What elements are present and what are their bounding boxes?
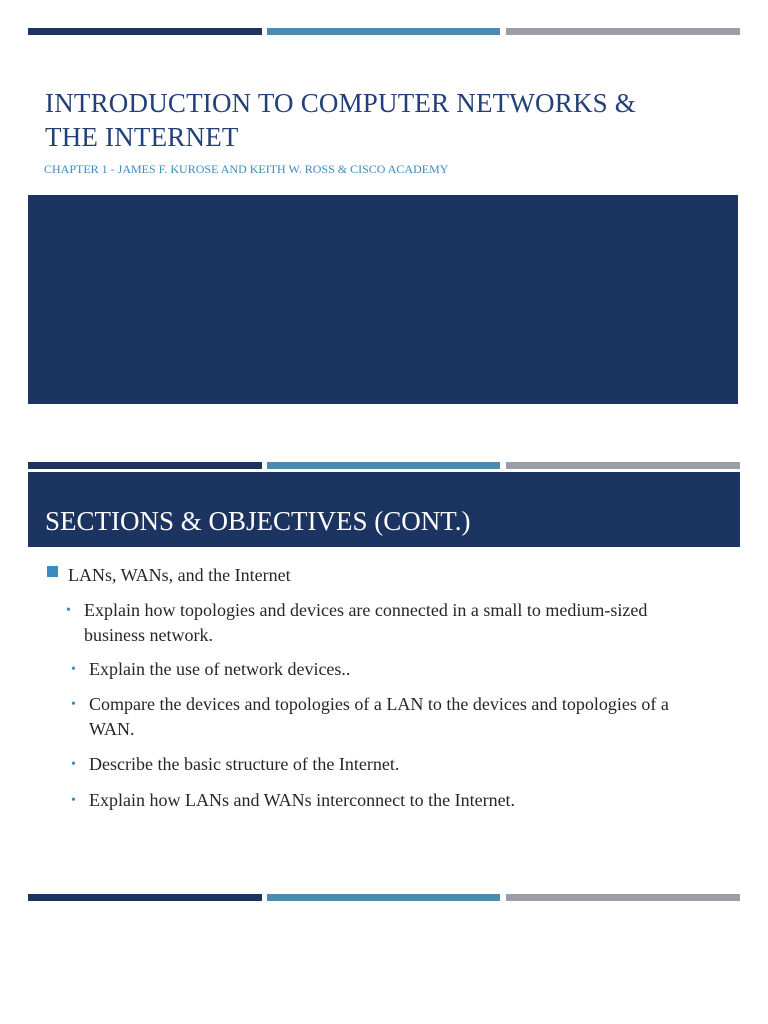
- rule-segment-gray: [506, 462, 740, 469]
- slide1-subtitle: CHAPTER 1 - JAMES F. KUROSE AND KEITH W. ROSS & CISCO ACADEMY: [44, 162, 449, 176]
- dot-bullet-icon: •: [71, 793, 76, 808]
- rule-segment-gray: [506, 28, 740, 35]
- bullet-level2-text: Compare the devices and topologies of a LAN to the devices and topologies of a WAN.: [89, 694, 669, 739]
- rule-segment-navy: [28, 28, 262, 35]
- bullet-level2-text: Explain how topologies and devices are connected in a small to medium-sized business network.: [84, 600, 648, 645]
- rule-segment-blue: [267, 462, 500, 469]
- slide1-title-line1: INTRODUCTION TO COMPUTER NETWORKS &: [45, 88, 637, 118]
- slide2-title: SECTIONS & OBJECTIVES (CONT.): [45, 506, 471, 536]
- dot-bullet-icon: •: [71, 757, 76, 772]
- bullet-level1-text: LANs, WANs, and the Internet: [68, 565, 291, 585]
- slide1-navy-panel: [28, 195, 738, 404]
- dot-bullet-icon: •: [71, 662, 76, 677]
- rule-segment-navy: [28, 462, 262, 469]
- dot-bullet-icon: •: [66, 603, 71, 618]
- bullet-level2-text: Explain how LANs and WANs interconnect to the Internet.: [89, 790, 516, 810]
- slide1-title: [45, 86, 725, 154]
- square-bullet-icon: [47, 566, 58, 577]
- slide2-header: [28, 472, 740, 547]
- rule-segment-blue: [267, 28, 500, 35]
- slide1-title-line2: THE INTERNET: [45, 122, 239, 152]
- rule-segment-navy: [28, 894, 262, 901]
- top-rule-slide3: [28, 894, 740, 901]
- bullet-level2-text: Explain the use of network devices..: [89, 659, 351, 679]
- rule-segment-blue: [267, 894, 500, 901]
- rule-segment-gray: [506, 894, 740, 901]
- bullet-level2-text: Describe the basic structure of the Internet.: [89, 754, 400, 774]
- dot-bullet-icon: •: [71, 697, 76, 712]
- top-rule-slide1: [28, 28, 740, 35]
- top-rule-slide2: [28, 462, 740, 469]
